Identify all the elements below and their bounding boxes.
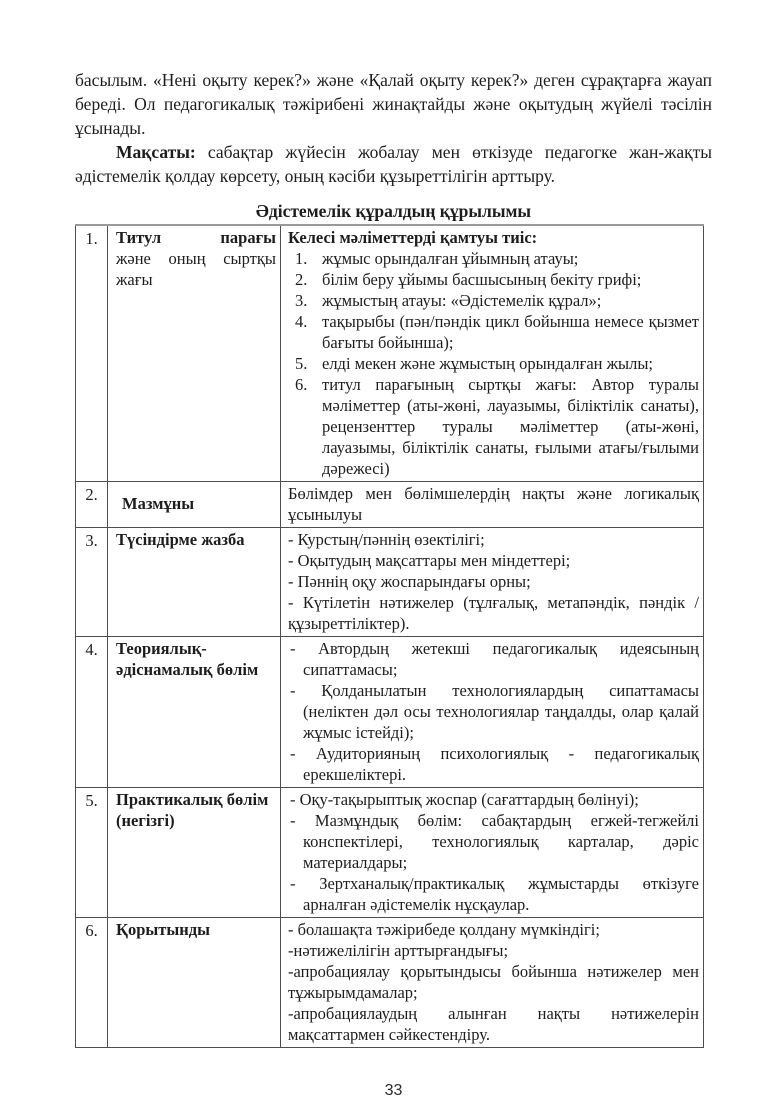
dash-item: - Автордың жетекші педагогикалық идеясының сипаттамасы; — [290, 639, 699, 679]
section-name-cell — [108, 528, 281, 637]
dash-item: - Аудиторияның психологиялық - педагогикалық ерекшеліктері. — [290, 744, 699, 784]
dash-item: - Оқу-тақырыптық жоспар (сағаттардың бөлінуі); — [290, 790, 639, 809]
list-item — [288, 248, 699, 269]
list-item-number: 3. — [295, 291, 308, 310]
section-name: Теориялық-әдіснамалық бөлім — [116, 639, 259, 679]
list-item-number: 2. — [295, 270, 308, 289]
row-number-cell: 6. — [76, 918, 108, 1048]
dash-item: - Пәннің оқу жоспарындағы орны; — [288, 572, 531, 591]
conclusion-line: -апробациялаудың алынған нақты нәтижелерін мақсаттармен сәйкестендіру. — [288, 1004, 699, 1044]
paragraph-intro: басылым. «Нені оқыту керек?» және «Қалай оқыту керек?» деген сұрақтарға жауап береді. Ол педагогикалық тәжірибені жинақтайды және оқытудың жүйелі тәсілін ұсынады. — [75, 70, 712, 138]
structure-table — [75, 224, 704, 1048]
table-row — [76, 637, 704, 788]
conclusion-line: - болашақта тәжірибеде қолдану мүмкіндігі; — [288, 920, 600, 939]
list-item-text: елді мекен және жұмыстың орындалған жылы; — [322, 354, 654, 373]
list-item-number: 4. — [295, 312, 308, 331]
section-content-cell — [281, 482, 704, 528]
conclusion-line: -нәтижелілігін арттырғандығы; — [288, 941, 509, 960]
conclusion-line: -апробациялау қорытындысы бойынша нәтижелер мен тұжырымдамалар; — [288, 962, 699, 1002]
list-item — [288, 374, 699, 479]
table-row — [76, 225, 704, 482]
table-row — [76, 918, 704, 1048]
dash-item: - Қолданылатын технологиялардың сипаттамасы (неліктен дәл осы технологиялар таңдалды, олар қалай жұмыс істейді); — [290, 681, 699, 742]
list-item-number: 1. — [295, 249, 308, 268]
section-content-cell — [281, 225, 704, 482]
section-name-bold: Титул парағы — [116, 228, 276, 247]
dash-item: - Мазмұндық бөлім: сабақтардың егжей-тегжейлі конспектілері, технологиялық карталар, дәріс материалдары; — [290, 811, 699, 872]
section-name: Мазмұны — [122, 494, 195, 513]
section-name: Қорытынды — [116, 920, 210, 939]
list-item-text: тақырыбы (пән/пәндік цикл бойынша немесе қызмет бағыты бойынша); — [322, 312, 699, 352]
section-content-cell — [281, 918, 704, 1048]
row-number-cell: 3. — [76, 528, 108, 637]
paragraph-goal — [75, 140, 712, 188]
section-content-cell — [281, 788, 704, 918]
row-number-cell: 5. — [76, 788, 108, 918]
section-name-rest: және оның сыртқы жағы — [116, 249, 276, 289]
page-number: 33 — [384, 1082, 403, 1099]
content-header: Келесі мәліметтерді қамтуы тиіс: — [288, 228, 538, 247]
section-name-cell — [108, 788, 281, 918]
section-name: Практикалық бөлім (негізгі) — [116, 790, 269, 830]
table-row — [76, 788, 704, 918]
list-item-text: білім беру ұйымы басшысының бекіту грифі; — [322, 270, 642, 289]
row-number-cell: 2. — [76, 482, 108, 528]
goal-text: сабақтар жүйесін жобалау мен өткізуде педагогке жан-жақты әдістемелік қолдау көрсету, оның кәсіби құзыреттілігін арттыру. — [75, 142, 712, 186]
section-name-cell — [108, 918, 281, 1048]
list-item-number: 6. — [295, 375, 308, 394]
list-item — [288, 353, 699, 374]
row-number-cell: 4. — [76, 637, 108, 788]
section-name-cell — [108, 482, 281, 528]
section-content-cell — [281, 528, 704, 637]
dash-item: - Зертханалық/практикалық жұмыстарды өткізуге арналған әдістемелік нұсқаулар. — [290, 874, 699, 914]
dash-item: - Оқытудың мақсаттары мен міндеттері; — [288, 551, 571, 570]
list-item-text: жұмыс орындалған ұйымның атауы; — [322, 249, 579, 268]
dash-item: - Күтілетін нәтижелер (тұлғалық, метапәндік, пәндік / құзыреттіліктер). — [288, 593, 699, 633]
table-title: Әдістемелік құралдың құрылымы — [255, 201, 532, 221]
dash-item: - Курстың/пәннің өзектілігі; — [288, 530, 485, 549]
table-row — [76, 528, 704, 637]
section-content-cell — [281, 637, 704, 788]
list-item-text: жұмыстың атауы: «Әдістемелік құрал»; — [322, 291, 602, 310]
table-row — [76, 482, 704, 528]
list-item — [288, 269, 699, 290]
list-item — [288, 311, 699, 353]
goal-label: Мақсаты: — [116, 142, 196, 162]
section-name-cell — [108, 637, 281, 788]
list-item-text: титул парағының сыртқы жағы: Автор туралы мәліметтер (аты-жөні, лауазымы, біліктілік санаты), рецензенттер туралы мәліметтер (аты-жөні, лауазымы, біліктілік санаты, ғылыми атағы/ғылыми дәрежесі) — [322, 375, 699, 478]
list-item-number: 5. — [295, 354, 308, 373]
section-name: Түсіндірме жазба — [116, 530, 245, 549]
content-text: Бөлімдер мен бөлімшелердің нақты және логикалық ұсынылуы — [288, 484, 699, 524]
list-item — [288, 290, 699, 311]
section-name-cell — [108, 225, 281, 482]
row-number-cell: 1. — [76, 225, 108, 482]
